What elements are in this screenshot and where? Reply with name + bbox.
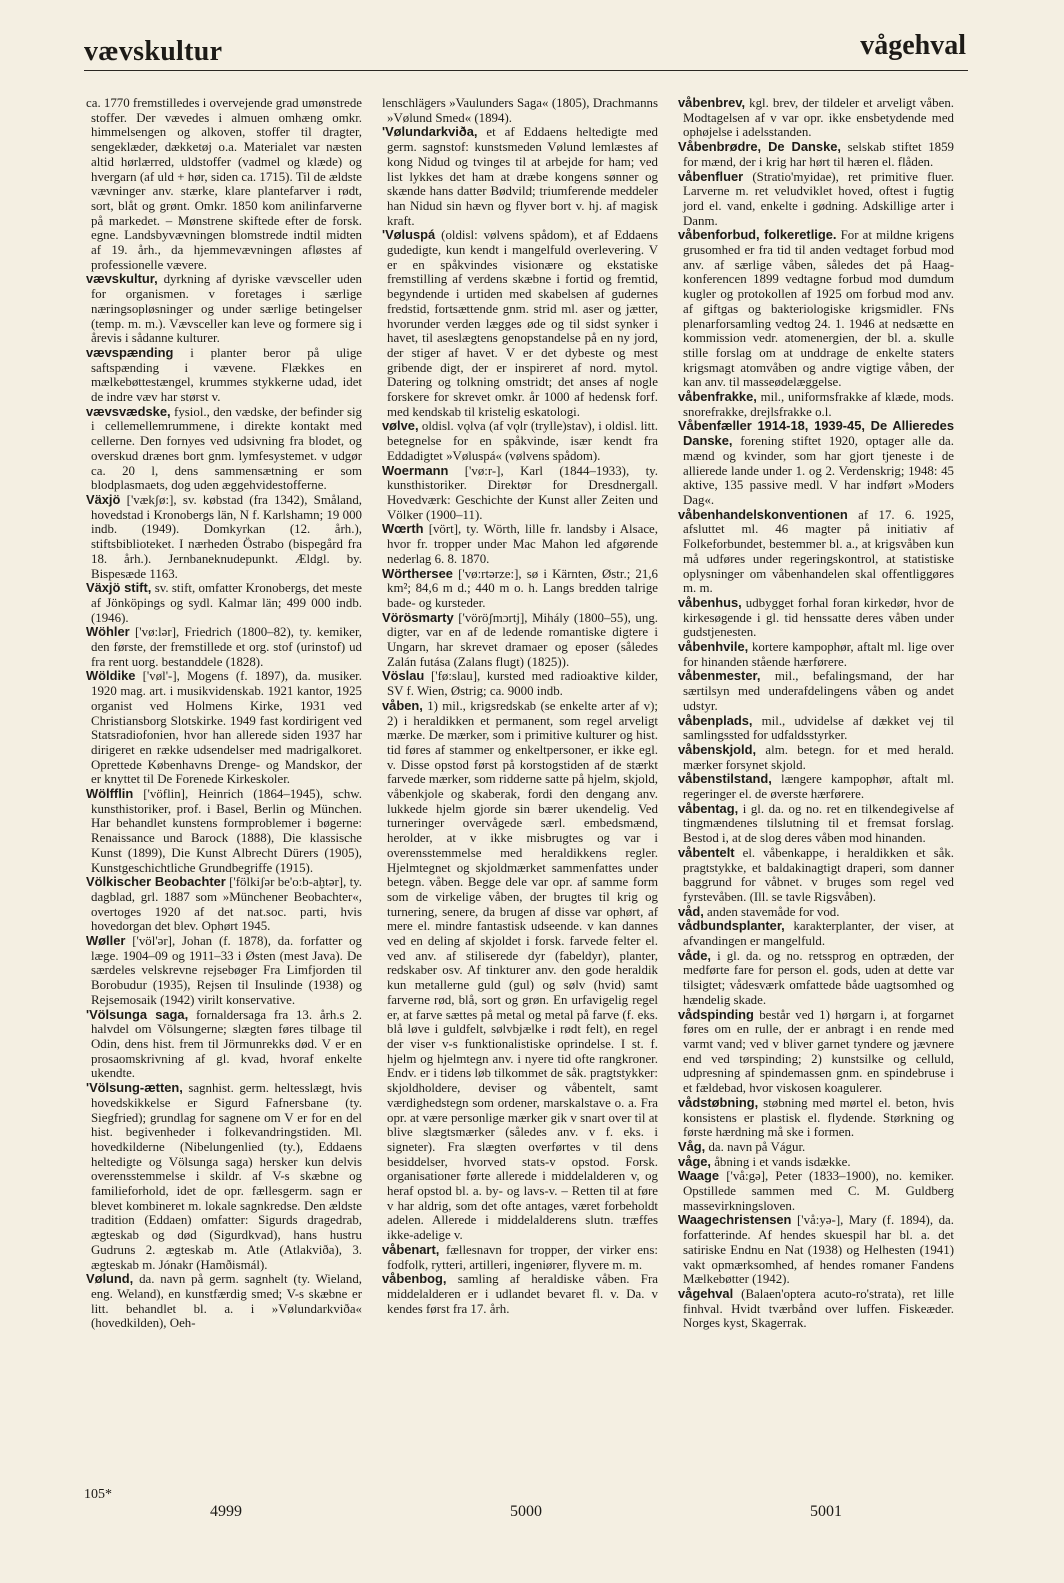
entry-text: mil., uniformsfrakke af klæde, mods. snorefrakke, drejlsfrakke o.l.	[683, 390, 954, 419]
entry	[678, 596, 954, 640]
entry	[382, 96, 658, 125]
entry-text: da. navn på Vágur.	[708, 1139, 806, 1154]
entry	[678, 743, 954, 772]
entry-headword: Wölfflin	[86, 786, 134, 802]
entry-text: ['fø:slau], kursted med radioaktive kilder, SV f. Wien, Østrig; ca. 9000 indb.	[387, 669, 658, 699]
entry-headword: vølve,	[382, 418, 419, 434]
entry-headword: våbenforbud, folkeretlige.	[678, 227, 837, 243]
entry-headword: Vølund,	[86, 1271, 134, 1287]
entry	[382, 669, 658, 698]
entry-text: består ved 1) hørgarn i, at forgarnet føres om en rulle, der er anbragt i en rende med varmt vand; ved v bliver garnet tyndere og jævnere end ved tørspinding; 2) kunstsilke og celluld, udpresning af spindemassen gnm. en spindebruse i et fældebad, hvor viskosen koagulerer.	[683, 1007, 954, 1096]
entry-headword: våbenart,	[382, 1241, 440, 1257]
entry	[86, 934, 362, 1008]
entry-headword: våbenskjold,	[678, 741, 757, 757]
entry	[678, 772, 954, 801]
entry	[678, 714, 954, 743]
entry-text: (Balaen'optera acuto-ro'strata), ret lille finhval. Hvidt tværbånd over luffen. Fiskeæder. Norges kyst, Skagerrak.	[683, 1286, 954, 1331]
entry-headword: vævspænding	[86, 344, 174, 360]
entry-headword: Vöslau	[382, 668, 425, 684]
entry-text: forening stiftet 1920, optager alle da. mænd og kvinder, som har gjort tjeneste i de allierede lande under 1. og 2. Verdenskrig; 1948: 45 aktive, 135 passive medl. V har indført »Moders Dag«.	[683, 434, 954, 507]
entry-headword: våde,	[678, 947, 711, 963]
entry-headword: våben,	[382, 697, 423, 713]
entry-headword: Wøller	[86, 933, 126, 949]
entry-headword: våbenplads,	[678, 712, 753, 728]
entry-headword: 'Völsunga saga,	[86, 1006, 189, 1022]
entry	[382, 464, 658, 523]
entry-headword: Vörösmarty	[382, 609, 454, 625]
entry-text: mil., befalingsmand, der har særtilsyn med underafdelingens våben og andet udstyr.	[683, 669, 954, 713]
entry-text: oldisl. vǫlva (af vǫlr (trylle)stav), i oldisl. litt. betegnelse for en spåkvinde, især kendt fra Eddadigtet »Vøluspá« (vølvens spådom).	[387, 419, 658, 463]
entry-text: i planter beror på ulige saftspænding i vævene. Flækkes en mælkebøttestængel, krummes stykkerne udad, idet de indre væv har størst v.	[91, 345, 362, 405]
entry-text: åbning i et vands isdække.	[714, 1154, 851, 1169]
entry-text: [vört], ty. Wörth, lille fr. landsby i Alsace, hvor fr. tropper under Mac Mahon led afgørende nederlag 6. 8. 1870.	[387, 522, 658, 566]
entry-headword: våd,	[678, 903, 704, 919]
entry	[678, 640, 954, 669]
entry	[678, 508, 954, 596]
entry-text: karakterplanter, der viser, at afvandingen er mangelfuld.	[683, 919, 954, 949]
entry-headword: våbenmester,	[678, 668, 761, 684]
entry-text: selskab stiftet 1859 for mænd, der i krig har hørt til hæren el. flåden.	[683, 140, 954, 169]
entry-text: anden stavemåde for vod.	[707, 904, 840, 919]
entry	[86, 875, 362, 934]
entry	[678, 390, 954, 419]
entry	[382, 522, 658, 566]
entry-headword: 'Vøluspá	[382, 227, 436, 243]
entry-text: ['völ'ər], Johan (f. 1878), da. forfatter og læge. 1904–09 og 1911–33 i Østen (mest Java). De særdeles velskrevne rejsebøger Fra Limfjorden til Borobudur (1935), Rejsen til Insulinde (1938) og Rejsemosaik (1942) virilt konservative.	[91, 934, 362, 1007]
entry-headword: våbentag,	[678, 800, 739, 816]
entry	[678, 1169, 954, 1213]
entry	[678, 96, 954, 140]
entry-headword: Växjö stift,	[86, 580, 152, 596]
entry	[678, 140, 954, 169]
entry	[86, 1272, 362, 1331]
entry-headword: vådbundsplanter,	[678, 918, 785, 934]
entry	[86, 669, 362, 787]
entry	[678, 1213, 954, 1287]
entry	[678, 170, 954, 229]
header-rule	[84, 70, 968, 71]
entry-headword: Wöldike	[86, 668, 136, 684]
entry	[678, 419, 954, 507]
entry-text: ['vø:lər], Friedrich (1800–82), ty. kemiker, den første, der fremstillede et org. stof (urinstof) ud fra rent uorg. bestanddele (1828).	[91, 625, 362, 669]
entry-text: støbning med mørtel el. beton, hvis konsistens er plastisk el. flydende. Størkning og første hærdning må ske i formen.	[683, 1095, 954, 1140]
entry-headword: våbenfrakke,	[678, 389, 757, 405]
entry-headword: 'Vølundarkviða,	[382, 124, 478, 140]
entry-text: fornaldersaga fra 13. årh.s 2. halvdel om Völsungerne; slægten føres tilbage til Odin, dens hist. frem til Jörmunrekks død. V er en prosaomskrivning af gl. kvad, hvoraf enkelte ukendte.	[91, 1007, 362, 1081]
entry-text: kgl. brev, der tildeler et arveligt våben. Modtagelsen af v var opr. ikke ensbetydende med ophøjelse i adelsstanden.	[683, 96, 954, 140]
entry	[678, 919, 954, 948]
entry-text: ['vå:yə-], Mary (f. 1894), da. forfatterinde. Af hendes skuespil har bl. a. det satiriske Endnu en Nat (1938) og Helhesten (1941) vakt opmærksomhed, af hendes romaner Fandens Mælkebøtter (1942).	[683, 1213, 954, 1287]
entry-text: kortere kampophør, aftalt ml. lige over for hinanden stående hærførere.	[683, 640, 954, 669]
entry	[678, 1155, 954, 1170]
entry	[382, 125, 658, 228]
entry	[86, 625, 362, 669]
entry-headword: Växjö	[86, 491, 121, 507]
entry-headword: vævskultur,	[86, 271, 158, 287]
entry-headword: våbenhvile,	[678, 639, 749, 655]
entry-text: ['vøl'-], Mogens (f. 1897), da. musiker. 1920 mag. art. i musikvidenskab. 1921 kantor, 1925 organist ved Holmens Kirke, 1931 ved Christiansborg Slotskirke. 1949 fast kordirigent ved Statsradiofonien, hvor han allerede siden 1937 har dirigeret en række udsendelser med madrigalkoret. Oprettede Københavns Drenge- og Mandskor, der er knyttet til De Forenede Kirkeskoler.	[91, 669, 362, 787]
entry-headword: vådspinding	[678, 1006, 754, 1022]
entry-text: ca. 1770 fremstilledes i overvejende grad umønstrede stoffer. Der vævedes i almuen omhæng omkr. himmelsengen og alkoven, stoffer til dragter, sengeklæder, dækketøj o.a. Materialet var næsten altid hørlærred, uldstoffer (vadmel og klæde) og hvergarn (af uld + hør, siden ca. 1715). Til de ældste vævninger anv. stærke, klare plantefarver i rødt, sort, blåt og grønt. Omkr. 1850 kom anilinfarverne på markedet. – Mønstrene skiftede efter de forsk. egne. Landsbyvævningen blomstrede indtil midten af 19. årh., da hjemmevævningen afløstes af professionelle vævere.	[86, 96, 362, 272]
entry-text: ['vå:gə], Peter (1833–1900), no. kemiker. Opstillede sammen med C. M. Guldberg massevirkningsloven.	[683, 1169, 954, 1213]
column-number-2: 5000	[510, 1503, 542, 1520]
entry-text: (Stratio'myidae), ret primitive fluer. Larverne m. ret veludviklet hoved, oftest i fugtig jord el. vand, enkelte i gødning. Adskillige arter i Danm.	[683, 169, 954, 228]
entry-headword: vågehval	[678, 1285, 734, 1301]
entry-text: ['vöröʃmɔrtj], Mihály (1800–55), ung. digter, var en af de ledende romantiske digtere i Ungarn, har skrevet dramaer og eposer (således Zalán futása (Zalans flugt) (1825)).	[387, 610, 658, 669]
entry-headword: våbenhandelskonventionen	[678, 506, 848, 522]
entry-headword: Våbenbrødre, De Danske,	[678, 139, 841, 155]
entry	[678, 1096, 954, 1140]
entry	[678, 802, 954, 846]
entry	[678, 669, 954, 713]
header-left-word: vævskultur	[84, 36, 223, 67]
entry	[382, 611, 658, 670]
entry-text: et af Eddaens heltedigte med germ. sagnstof: kunstsmeden Vølund lemlæstes af kong Nidud og tvinges til at arbejde for ham; ved list lykkes det ham at dræbe kongens sønner og skænde hans datter Bødvild; triumferende meddeler han Nidud sin hævn og flyver bort v. hj. af magisk kraft.	[387, 125, 658, 228]
entry-headword: Völkischer Beobachter	[86, 874, 226, 890]
entry	[382, 699, 658, 1243]
entry	[678, 228, 954, 390]
entry-headword: våbenbrev,	[678, 95, 746, 110]
entry	[86, 272, 362, 346]
column-3	[678, 96, 954, 1331]
entry-text: lenschlägers »Vaulunders Saga« (1805), Drachmanns »Vølund Smed« (1894).	[382, 96, 658, 125]
entry-headword: våbenstilstand,	[678, 771, 772, 787]
entry-text: mil., udvidelse af dækket vej til samlingssted for udfaldsstyrker.	[683, 713, 954, 743]
entry-text: i gl. da. og no. retssprog en optræden, der medførte fare for person el. gods, uden at dette var tilsigtet; vådesværk omfattede både uagtsomhed og hændelig skade.	[683, 948, 954, 1007]
entry-headword: Woermann	[382, 462, 449, 478]
entry	[678, 846, 954, 905]
entry-text: fysiol., den vædske, der befinder sig i cellemellemrummene, i direkte kontakt med cellerne. Den fornyes ved udsivning fra blodet, og overskud drænes bort gnm. lymfesystemet. v udgør ca. 20 l, dens sammensætning er som blodplasmaets, dog uden æggehvidestofferne.	[91, 404, 362, 493]
entry-headword: vævsvædske,	[86, 403, 171, 419]
entry-text: dyrkning af dyriske vævsceller uden for organismen. v foretages i særlige næringsopløsninger og under særlige betingelser (temp. m. m.). Vævsceller kan leve og formere sig i årevis i sådanne kulturer.	[91, 272, 362, 346]
column-2	[382, 96, 658, 1316]
entry	[86, 96, 362, 272]
entry-text: For at mildne krigens grusomhed er fra tid til anden vedtaget forbud mod anv. af særlige våben, således det på Haag-konferencen 1899 vedtagne forbud mod dumdum kugler og protokollen af 1925 om forbud mod anv. af giftgas og bakteriologiske krigsmidler. FNs plenarforsamling vedtog 24. 1. 1946 at nedsætte en kommission vedr. atomenergien, der bl. a. skulle stille forslag om at unddrage de enkelte staters krigsmagt atomvåben og andre vigtige våben, der kan anv. til masseødelæggelse.	[683, 228, 954, 390]
entry-text: (oldisl: vølvens spådom), et af Eddaens gudedigte, kun kendt i mangelfuld overlevering. V er en spåkvindes visionære og ekstatiske fremstilling af verdens skæbne i fortid og fremtid, begyndende i urtiden med skabelsen af gudernes fredstid, fortsættende gnm. strid ml. aser og jætter, hvorunder verden lægges øde og til sidst synker i havet, til aseslægtens genopstandelse på en ny jord, der stiger af havet. V er det dybeste og mest gribende digt, der er inspireret af nord. mytol. Datering og tolkning omstridt; det anses af nogle forskere for skrevet omkr. år 1000 af hedensk forf. med kendskab til kristelig eskatologi.	[387, 228, 659, 419]
entry-text: udbygget forhal foran kirkedør, hvor de kirkesøgende i gl. tid henssatte deres våben under gudstjenesten.	[683, 595, 954, 640]
entry	[86, 346, 362, 405]
entry	[86, 405, 362, 493]
entry-text: ['vø:rtərze:], sø i Kärnten, Østr.; 21,6 km²; 84,6 m d.; 440 m o. h. Langs bredden talrige bade- og kursteder.	[387, 566, 658, 610]
entry-text: ['vækʃø:], sv. købstad (fra 1342), Småland, hovedstad i Kronobergs län, N f. Karlshamn; 19 000 indb. (1949). Domkyrkan (12. årh.), stiftsbiblioteket. I nærheden Östrabo (bispegård fra 18. årh.). Jernbaneknudepunkt. Ældgl. by. Bispesæde 1163.	[91, 492, 362, 581]
entry	[382, 228, 658, 419]
entry-headword: våbenbog,	[382, 1271, 447, 1287]
signature-mark: 105*	[84, 1487, 112, 1502]
entry-text: 1) mil., krigsredskab (se enkelte arter af v); 2) i heraldikken et permanent, som regel arveligt mærke. De mærker, som i primitive kulturer og hist. tid føres af stammer og enkeltpersoner, er ikke egl. v. Disse opstod først på korstogstiden af de stærkt farvede mærker, som ridderne satte på hjelm, skjold, våbenkjole og skaberak, fordi den dengang anv. lukkede hjelm gjorde sin bærer ukendelig. Ved turneringer overvågede særl. embedsmænd, herolder, at v ikke misbrugtes og var i overensstemmelse med heraldikkens regler. Hjelmtegnet og skjoldmærket sammenfattes under betegn. våben. Begge dele var opr. af samme form som de virkelige våben, der brugtes til krig og turnering, senere, da brugen af disse var ophørt, af mere el. mindre fantastisk udseende. v kan dannes ved en deling af skjoldet i forsk. farvede felter el. ved anv. af stiliserede dyr (fabeldyr), planter, redskaber osv. Af tinkturer anv. den gode heraldik kun metallerne guld (gul) og sølv (hvid) samt farverne rød, blå, sort og grøn. En urfavigelig regel er, at farve sættes på metal og metal på farve (f. eks. blå løve i guldfelt, sølvbjælke i rødt felt), en regel der viser v-s funktionalistiske oprindelse. I st. f. hjelm og hjelmtegn anv. i nyere tid ofte rangkroner. Endv. er i tidens løb tilkommet de såk. pragtstykker: skjoldholdere, deviser og våbentelt, samt værdighedstegn som ordener, marskalstave o. a. Fra opr. at være personlige mærker gik v snart over til at blive slægtsmærker (således anv. v f. eks. i signeter). Fra slægten overførtes v til dens besiddelser, hvorved stats-v opstod. Forsk. organisationer førte allerede i middelalderen v, og heraf opstod bl. a. by- og lavs-v. – Retten til at føre v har aldrig, som det ofte antages, været forbeholdt adelen. Allerede i middelalderens slutn. træffes ikke-adelige v.	[387, 698, 658, 1243]
header-right-word: vågehval	[860, 30, 966, 61]
entry-text: af 17. 6. 1925, afsluttet ml. 46 magter på initiativ af Folkeforbundet, bestemmer bl. a., at krigsvåben kun må udføres under regeringskontrol, at statistiske oplysninger om våbenhandelen skal offentliggøres m. m.	[683, 507, 954, 596]
entry-headword: 'Völsung-ætten,	[86, 1080, 183, 1096]
entry	[86, 1008, 362, 1082]
column-number-1: 4999	[210, 1503, 242, 1520]
entry-text: ['vöflin], Heinrich (1864–1945), schw. kunsthistoriker, prof. i Basel, Berlin og München. Har behandlet kunstens formproblemer i bøgerne: Renaissance und Barock (1888), Die klassische Kunst (1899), Die Kunst Albrecht Dürers (1905), Kunstgeschichtliche Grundbegriffe (1915).	[91, 787, 362, 875]
entry-text: sv. stift, omfatter Kronobergs, det meste af Jönköpings og sydl. Kalmar län; 499 000 indb. (1946).	[91, 581, 362, 625]
entry-text: længere kampophør, aftalt ml. regeringer el. de øverste hærførere.	[683, 772, 954, 802]
entry-headword: Wörthersee	[382, 565, 453, 581]
entry-headword: våge,	[678, 1153, 711, 1169]
entry-text: i gl. da. og no. ret en tilkendegivelse af tingmændenes tilslutning til et fremsat forslag. Bestod i, at de slog deres våben mod hinanden.	[683, 801, 954, 846]
entry-headword: Waagechristensen	[678, 1212, 792, 1228]
entry-text: ['fölkiʃər be'o:b-aḫtər], ty. dagblad, grl. 1887 som »Münchener Beobachter«, overtoges 1920 af det nat.soc. parti, hvis hovedorgan det blev. Ophørt 1945.	[91, 875, 362, 934]
entry	[678, 949, 954, 1008]
entry	[382, 567, 658, 611]
column-1	[86, 96, 362, 1331]
entry	[678, 905, 954, 920]
entry-text: sagnhist. germ. heltesslægt, hvis hovedskikkelse er Sigurd Fafnersbane (ty. Siegfried); grundlag for sagnene om V er for en del hist. begivenheder i folkevandringstiden. Ml. hovedkilderne (Nibelungenlied (ty.), Eddaens heltedigte og Völsunga saga) hersker kun delvis overensstemmelse i skildr. af V-s skæbne og familieforhold, idet de opr. fællesgerm. sagn er blevet kombineret m. lokale sagnkredse. Den ældste tradition (Eddaen) omfatter: Sigurds dragedrab, ægteskab og død (Sigurdkvad), hans hustru Gudruns 2. ægteskab m. Atle (Atlakviða), 3. ægteskab m. Jónakr (Hamðismál).	[91, 1081, 362, 1272]
entry	[86, 581, 362, 625]
entry	[86, 493, 362, 581]
entry-headword: Wœrth	[382, 521, 424, 537]
entry	[382, 1272, 658, 1316]
entry-text: samling af heraldiske våben. Fra middelalderen er i udlandet bevaret fl. v. Da. v kendes først fra 17. årh.	[387, 1272, 658, 1316]
entry	[678, 1287, 954, 1331]
entry-headword: våbentelt	[678, 844, 735, 860]
entry	[382, 419, 658, 463]
column-number-3: 5001	[810, 1503, 842, 1520]
entry-headword: Wöhler	[86, 624, 130, 640]
entry-headword: våbenfluer	[678, 168, 744, 184]
entry	[678, 1140, 954, 1155]
entry	[86, 1081, 362, 1272]
entry-headword: Waage	[678, 1168, 720, 1184]
entry-text: fællesnavn for tropper, der virker ens: fodfolk, rytteri, artilleri, ingeniører, flyvere m. m.	[387, 1242, 658, 1272]
entry-headword: Våg,	[678, 1138, 706, 1154]
entry-text: da. navn på germ. sagnhelt (ty. Wieland, eng. Weland), en kunstfærdig smed; V-s skæbne er litt. behandlet bl. a. i »Vølundarkviða« (hovedkilden), Oeh-	[91, 1272, 362, 1331]
entry-text: el. våbenkappe, i heraldikken et såk. pragtstykke, et baldakinagtigt draperi, som danner baggrund for våbnet. v bruges som regel ved fyrstevåben. (Ill. se tavle Rigsvåben).	[683, 845, 954, 904]
entry	[86, 787, 362, 875]
entry-headword: våbenhus,	[678, 594, 742, 610]
entry	[678, 1008, 954, 1096]
entry-headword: vådstøbning,	[678, 1094, 759, 1110]
entry-text: alm. betegn. for et med herald. mærker forsynet skjold.	[683, 742, 954, 772]
entry-headword: Våbenfæller 1914-18, 1939-45, De Allieredes Danske,	[678, 418, 954, 449]
entry-text: ['vø:r-], Karl (1844–1933), ty. kunsthistoriker. Direktør for Dresdnergall. Hovedværk: Geschichte der Kunst aller Zeiten und Völker (1900–11).	[387, 463, 658, 522]
entry	[382, 1243, 658, 1272]
